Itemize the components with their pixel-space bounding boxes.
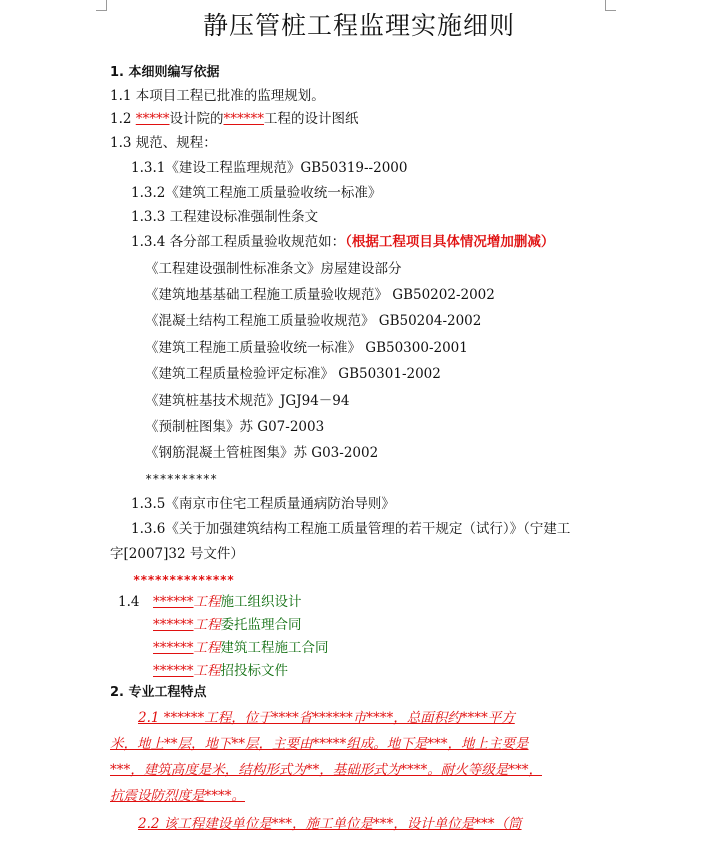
spec-item: 《预制桩图集》苏 G07-2003 [145,419,325,435]
spec-item: 《钢筋混凝土管桩图集》苏 G03-2002 [145,445,379,461]
entry-text: 招投标文件 [220,663,288,679]
item-1-2-suffix: 工程的设计图纸 [264,111,359,127]
item-1-1: 1.1 本项目工程已批准的监理规划。 [110,88,325,104]
entry-mask: ****** [153,663,194,679]
entry-text: 施工组织设计 [220,594,302,610]
para-2-1-line-3: ***，建筑高度是米，结构形式为**，基础形式为****。耐火等级是***， [110,762,542,778]
spec-item: 《建筑工程施工质量验收统一标准》 GB50300-2001 [145,340,468,356]
entry-project: 工程 [193,663,221,679]
entry-text: 建筑工程施工合同 [220,640,329,656]
item-1-3-6-line-1: 1.3.6《关于加强建筑结构工程施工质量管理的若干规定（试行）》（宁建工 [131,521,571,537]
para-2-1-line-1: 2.1 ******工程，位于****省******市****，总面积约****平方 [138,710,515,726]
entry-project: 工程 [193,640,221,656]
section-1-heading: 1. 本细则编写依据 [110,65,220,80]
item-1-4-entry [153,662,288,680]
document-title: 静压管桩工程监理实施细则 [202,11,515,40]
item-1-2-mid: 设计院的 [169,111,224,127]
spec-list-stars: ********** [145,472,218,486]
item-1-3-6-line-2: 字[2007]32 号文件） [110,546,244,562]
item-1-4-entry [153,616,302,634]
item-1-4-number: 1.4 [118,594,140,610]
section-2-heading: 2. 专业工程特点 [110,685,207,700]
item-1-2-mask-2: ****** [223,111,265,127]
item-1-2-mask-1: ***** [135,111,170,127]
entry-mask: ****** [153,594,194,610]
spec-item: 《建筑桩基技术规范》JGJ94－94 [145,393,350,409]
item-1-4-entry [153,639,329,657]
item-1-3-3: 1.3.3 工程建设标准强制性条文 [131,209,319,225]
entry-project: 工程 [193,594,221,610]
item-1-3-5: 1.3.5《南京市住宅工程质量通病防治导则》 [131,496,395,512]
red-stars: ************** [133,573,235,587]
para-2-2-line-1: 2.2 该工程建设单位是***，施工单位是***，设计单位是***（筒 [138,816,522,832]
item-1-3-4 [131,233,554,251]
item-1-2-number: 1.2 [110,111,136,127]
spec-item: 《建筑工程质量检验评定标准》 GB50301-2002 [145,366,441,382]
item-1-3-4-text: 1.3.4 各分部工程质量验收规范如： [131,234,346,250]
entry-mask: ****** [153,617,194,633]
para-2-1-line-4: 抗震设防烈度是****。 [110,788,245,804]
item-1-4-entry [153,593,302,611]
item-1-3-2: 1.3.2《建筑工程施工质量验收统一标准》 [131,185,382,201]
item-1-3-1: 1.3.1《建设工程监理规范》GB50319--2000 [131,160,408,176]
item-1-2 [110,110,359,128]
para-2-1-line-2: 米，地上**层，地下**层，主要由*****组成。地下是***，地上主要是 [110,736,529,752]
entry-project: 工程 [193,617,221,633]
spec-item: 《建筑地基基础工程施工质量验收规范》 GB50202-2002 [145,287,495,303]
spec-item: 《混凝土结构工程施工质量验收规范》 GB50204-2002 [145,313,482,329]
entry-text: 委托监理合同 [220,617,302,633]
spec-item: 《工程建设强制性标准条文》房屋建设部分 [145,261,402,277]
item-1-3: 1.3 规范、规程： [110,135,217,151]
item-1-3-4-note: （根据工程项目具体情况增加删减） [345,234,555,250]
entry-mask: ****** [153,640,194,656]
